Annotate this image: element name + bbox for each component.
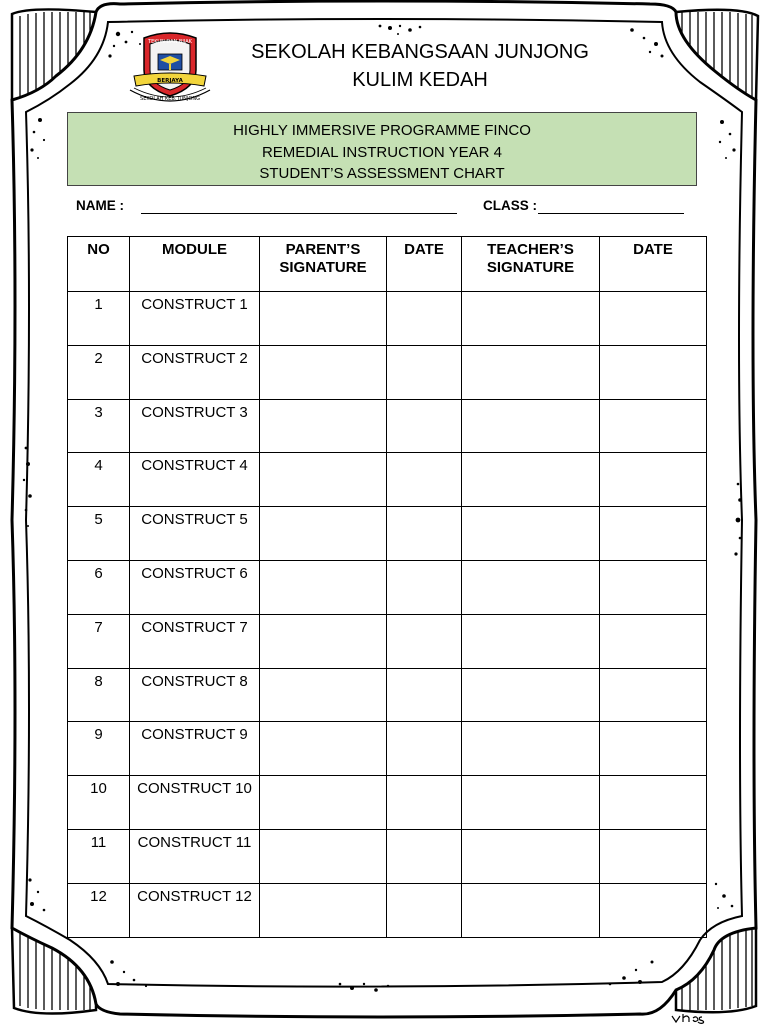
teacher-signature-cell[interactable] xyxy=(462,883,600,937)
table-row xyxy=(68,829,707,883)
teacher-signature-cell[interactable] xyxy=(462,292,600,346)
teacher-signature-cell[interactable] xyxy=(462,614,600,668)
parent-date-cell[interactable] xyxy=(387,883,462,937)
teacher-signature-cell[interactable] xyxy=(462,399,600,453)
teacher-signature-cell[interactable] xyxy=(462,345,600,399)
module-name: CONSTRUCT 8 xyxy=(130,668,260,722)
row-number: 10 xyxy=(68,776,130,830)
module-name: CONSTRUCT 10 xyxy=(130,776,260,830)
module-name: CONSTRUCT 5 xyxy=(130,507,260,561)
module-name: CONSTRUCT 7 xyxy=(130,614,260,668)
table-row xyxy=(68,722,707,776)
parent-date-cell[interactable] xyxy=(387,507,462,561)
row-number: 8 xyxy=(68,668,130,722)
row-number: 9 xyxy=(68,722,130,776)
table-row xyxy=(68,399,707,453)
parent-signature-cell[interactable] xyxy=(260,345,387,399)
parent-date-cell[interactable] xyxy=(387,776,462,830)
parent-signature-cell[interactable] xyxy=(260,292,387,346)
artist-signature xyxy=(672,1014,704,1023)
row-number: 5 xyxy=(68,507,130,561)
row-number: 1 xyxy=(68,292,130,346)
parent-signature-cell[interactable] xyxy=(260,560,387,614)
name-label: NAME : xyxy=(76,198,124,213)
table-row xyxy=(68,614,707,668)
banner-line1: HIGHLY IMMERSIVE PROGRAMME FINCO xyxy=(233,122,531,139)
teacher-signature-cell[interactable] xyxy=(462,507,600,561)
parent-signature-cell[interactable] xyxy=(260,507,387,561)
table-row xyxy=(68,883,707,937)
parent-date-cell[interactable] xyxy=(387,829,462,883)
row-number: 4 xyxy=(68,453,130,507)
table-row xyxy=(68,453,707,507)
parent-date-cell[interactable] xyxy=(387,453,462,507)
school-name-line2: KULIM KEDAH xyxy=(352,69,488,91)
school-crest-logo xyxy=(124,30,216,106)
module-name: CONSTRUCT 3 xyxy=(130,399,260,453)
parent-signature-cell[interactable] xyxy=(260,668,387,722)
assessment-table xyxy=(67,236,707,938)
table-row xyxy=(68,292,707,346)
teacher-signature-cell[interactable] xyxy=(462,453,600,507)
parent-signature-cell[interactable] xyxy=(260,614,387,668)
teacher-date-cell[interactable] xyxy=(600,399,707,453)
name-field-line[interactable] xyxy=(141,213,457,214)
table-row xyxy=(68,668,707,722)
teacher-date-cell[interactable] xyxy=(600,453,707,507)
banner-line2: REMEDIAL INSTRUCTION YEAR 4 xyxy=(261,143,503,161)
class-field-line[interactable] xyxy=(538,213,684,214)
table-row xyxy=(68,507,707,561)
parent-date-cell[interactable] xyxy=(387,345,462,399)
header-date-2: DATE xyxy=(600,237,707,292)
row-number: 12 xyxy=(68,883,130,937)
teacher-signature-cell[interactable] xyxy=(462,829,600,883)
module-name: CONSTRUCT 12 xyxy=(130,883,260,937)
teacher-date-cell[interactable] xyxy=(600,722,707,776)
teacher-signature-cell[interactable] xyxy=(462,776,600,830)
teacher-date-cell[interactable] xyxy=(600,614,707,668)
module-name: CONSTRUCT 11 xyxy=(130,829,260,883)
table-row xyxy=(68,776,707,830)
parent-signature-cell[interactable] xyxy=(260,776,387,830)
teacher-date-cell[interactable] xyxy=(600,883,707,937)
teacher-date-cell[interactable] xyxy=(600,829,707,883)
table-header-row xyxy=(68,237,707,292)
parent-signature-cell[interactable] xyxy=(260,883,387,937)
parent-signature-cell[interactable] xyxy=(260,399,387,453)
module-name: CONSTRUCT 4 xyxy=(130,453,260,507)
teacher-date-cell[interactable] xyxy=(600,292,707,346)
row-number: 7 xyxy=(68,614,130,668)
school-name xyxy=(230,38,610,94)
row-number: 11 xyxy=(68,829,130,883)
parent-date-cell[interactable] xyxy=(387,399,462,453)
header-module: MODULE xyxy=(130,237,260,292)
parent-signature-cell[interactable] xyxy=(260,722,387,776)
parent-date-cell[interactable] xyxy=(387,668,462,722)
teacher-date-cell[interactable] xyxy=(600,507,707,561)
parent-date-cell[interactable] xyxy=(387,722,462,776)
parent-date-cell[interactable] xyxy=(387,614,462,668)
module-name: CONSTRUCT 1 xyxy=(130,292,260,346)
logo-motto-text: TEKUN DAN BIJAK xyxy=(148,39,192,45)
header-parent-signature: PARENT’S SIGNATURE xyxy=(260,237,387,292)
row-number: 3 xyxy=(68,399,130,453)
header-date: DATE xyxy=(387,237,462,292)
table-row xyxy=(68,345,707,399)
header-no: NO xyxy=(68,237,130,292)
parent-date-cell[interactable] xyxy=(387,560,462,614)
row-number: 6 xyxy=(68,560,130,614)
teacher-signature-cell[interactable] xyxy=(462,668,600,722)
parent-date-cell[interactable] xyxy=(387,292,462,346)
teacher-signature-cell[interactable] xyxy=(462,560,600,614)
parent-signature-cell[interactable] xyxy=(260,829,387,883)
programme-title-banner xyxy=(67,112,697,186)
logo-school-text: SEKOLAH KEB. JUNJONG xyxy=(140,96,200,102)
teacher-date-cell[interactable] xyxy=(600,668,707,722)
teacher-signature-cell[interactable] xyxy=(462,722,600,776)
table-row xyxy=(68,560,707,614)
class-label: CLASS : xyxy=(483,198,537,213)
teacher-date-cell[interactable] xyxy=(600,560,707,614)
school-name-line1: SEKOLAH KEBANGSAAN JUNJONG xyxy=(251,41,589,63)
module-name: CONSTRUCT 2 xyxy=(130,345,260,399)
logo-banner-text: BERJAYA xyxy=(157,78,183,84)
banner-line3: STUDENT’S ASSESSMENT CHART xyxy=(259,165,505,182)
teacher-date-cell[interactable] xyxy=(600,345,707,399)
teacher-date-cell[interactable] xyxy=(600,776,707,830)
row-number: 2 xyxy=(68,345,130,399)
parent-signature-cell[interactable] xyxy=(260,453,387,507)
header-teacher-signature: TEACHER’S SIGNATURE xyxy=(462,237,600,292)
module-name: CONSTRUCT 6 xyxy=(130,560,260,614)
module-name: CONSTRUCT 9 xyxy=(130,722,260,776)
